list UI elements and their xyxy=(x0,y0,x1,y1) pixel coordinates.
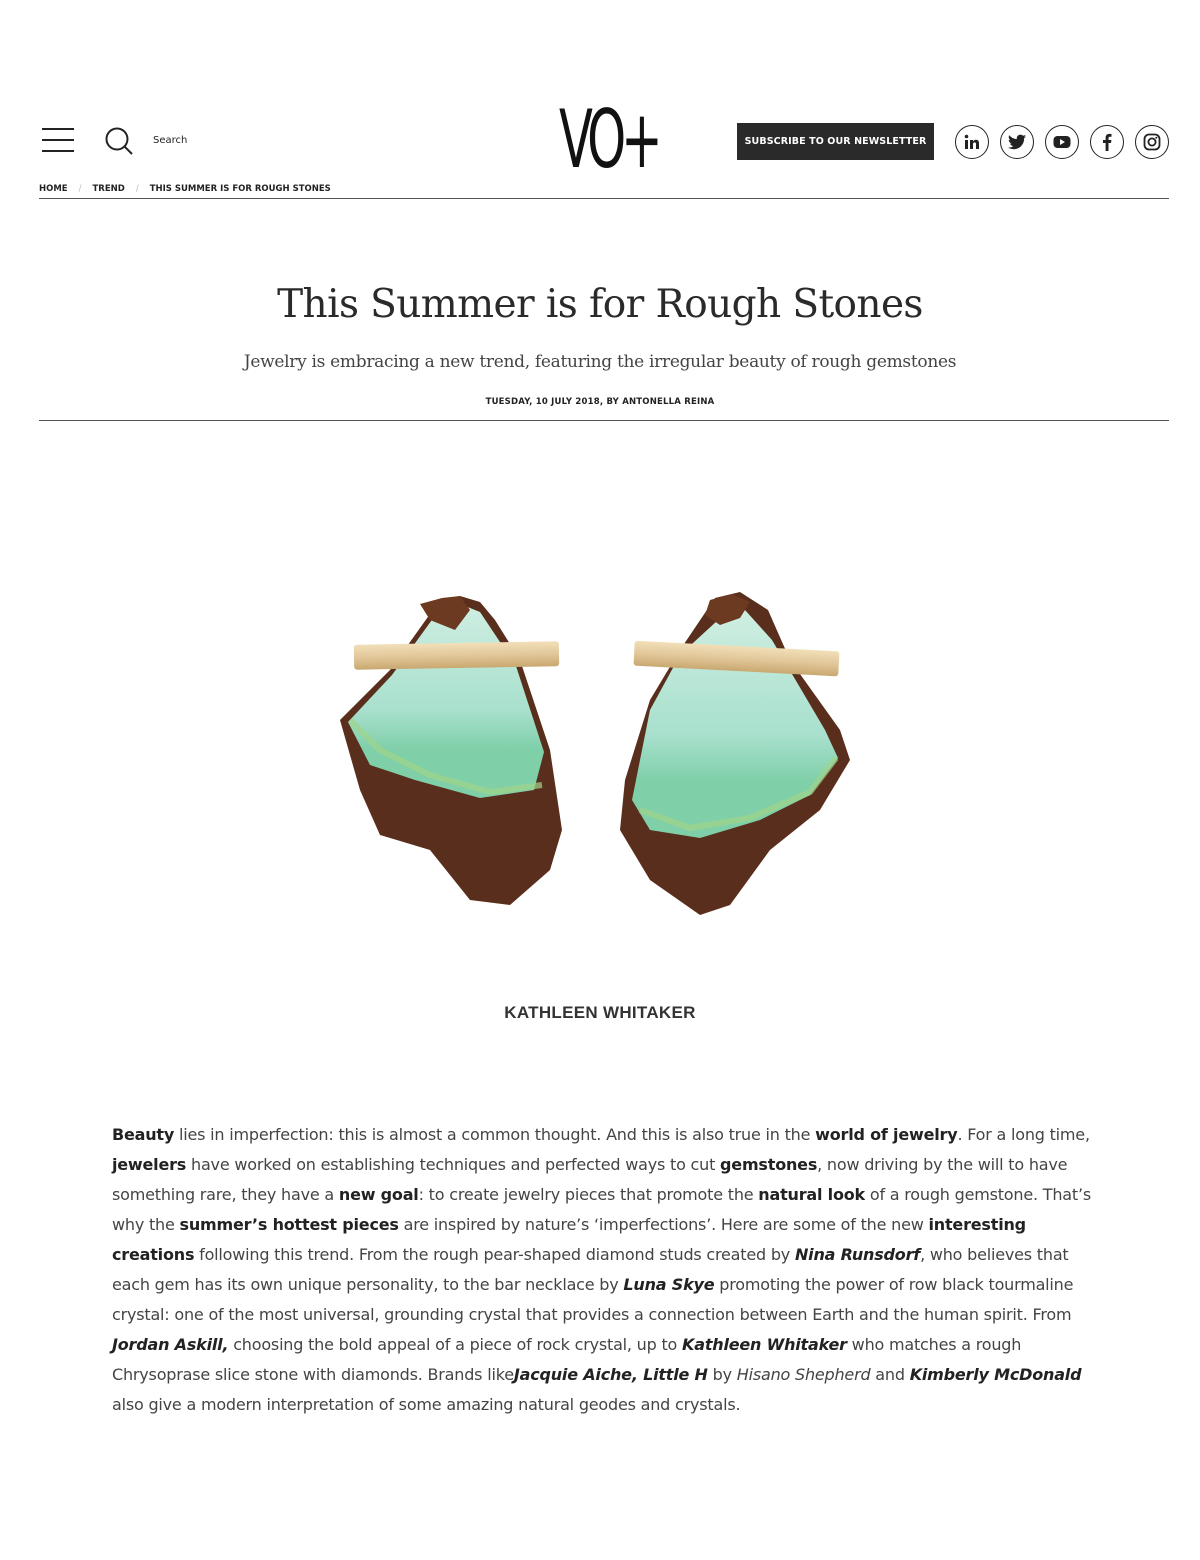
body-text-segment: lies in imperfection: this is almost a common thought. And this is also true in the xyxy=(174,1125,816,1144)
article-body xyxy=(112,1120,1102,1420)
breadcrumb-trend[interactable]: TREND xyxy=(92,184,125,194)
body-bold-term: jewelers xyxy=(112,1155,187,1174)
body-brand-name: Kimberly McDonald xyxy=(909,1365,1082,1384)
breadcrumb-separator: / xyxy=(78,184,82,194)
article-subtitle: Jewelry is embracing a new trend, featuring the irregular beauty of rough gemstones xyxy=(243,352,957,372)
body-text-segment: have worked on establishing techniques and perfected ways to cut xyxy=(186,1155,721,1174)
body-text-segment: who matches a rough Chrysoprase slice stone with diamonds. Brands like xyxy=(112,1335,1022,1384)
facebook-icon[interactable] xyxy=(1090,125,1124,159)
body-text-segment: choosing the bold appeal of a piece of rock crystal, up to xyxy=(228,1335,683,1354)
breadcrumb xyxy=(39,183,331,195)
body-text-segment: promoting the power of row black tourmaline crystal: one of the most universal, grounding crystal that provides a connection between Earth and the human spirit. From xyxy=(112,1275,1074,1324)
body-bold-term: interesting creations xyxy=(112,1215,1026,1264)
body-brand-name: Jordan Askill, xyxy=(112,1335,229,1354)
body-bold-term: world of jewelry xyxy=(815,1125,958,1144)
left-earring xyxy=(340,596,562,905)
body-text-segment: , who believes that each gem has its own unique personality, to the bar necklace by xyxy=(112,1245,1069,1294)
header-divider xyxy=(39,198,1169,199)
search-icon[interactable] xyxy=(104,126,134,156)
body-bold-term: Beauty xyxy=(112,1125,175,1144)
body-text-segment: , now driving by the will to have something rare, they have a xyxy=(112,1155,1068,1204)
body-italic-name: Hisano Shepherd xyxy=(736,1365,871,1384)
site-header xyxy=(0,0,1200,200)
right-earring xyxy=(620,592,850,915)
article-byline: TUESDAY, 10 JULY 2018, BY ANTONELLA REINA xyxy=(485,397,715,407)
body-text-segment: by xyxy=(707,1365,737,1384)
body-bold-term: gemstones xyxy=(720,1155,818,1174)
breadcrumb-separator: / xyxy=(135,184,139,194)
search-input[interactable] xyxy=(153,132,273,148)
body-text-segment: : to create jewelry pieces that promote the xyxy=(418,1185,759,1204)
linkedin-icon[interactable] xyxy=(955,125,989,159)
article-title: This Summer is for Rough Stones xyxy=(277,282,923,327)
earrings-photo xyxy=(320,580,880,930)
instagram-icon[interactable] xyxy=(1135,125,1169,159)
body-bold-term: summer’s hottest pieces xyxy=(179,1215,399,1234)
article-header-divider xyxy=(39,420,1169,421)
body-text-segment: also give a modern interpretation of some amazing natural geodes and crystals. xyxy=(112,1395,741,1414)
body-bold-term: new goal xyxy=(338,1185,419,1204)
breadcrumb-home[interactable]: HOME xyxy=(39,184,68,194)
body-bold-term: natural look xyxy=(758,1185,865,1204)
body-brand-name: Jacquie Aiche, Little H xyxy=(513,1365,708,1384)
body-brand-name: Luna Skye xyxy=(623,1275,715,1294)
menu-icon[interactable] xyxy=(42,128,74,152)
body-text-segment: are inspired by nature’s ‘imperfections’. Here are some of the new xyxy=(398,1215,929,1234)
body-brand-name: Nina Runsdorf xyxy=(794,1245,921,1264)
breadcrumb-current[interactable]: THIS SUMMER IS FOR ROUGH STONES xyxy=(149,184,331,194)
body-text-segment: of a rough gemstone. That’s why the xyxy=(112,1185,1091,1234)
body-text-segment: and xyxy=(870,1365,910,1384)
twitter-icon[interactable] xyxy=(1000,125,1034,159)
body-text-segment: . For a long time, xyxy=(957,1125,1090,1144)
youtube-icon[interactable] xyxy=(1045,125,1079,159)
body-brand-name: Kathleen Whitaker xyxy=(682,1335,847,1354)
body-text-segment: following this trend. From the rough pear-shaped diamond studs created by xyxy=(194,1245,795,1264)
image-caption: KATHLEEN WHITAKER xyxy=(504,1003,696,1022)
site-logo[interactable]: VO+ xyxy=(559,93,658,186)
subscribe-newsletter-button[interactable]: SUBSCRIBE TO OUR NEWSLETTER xyxy=(737,123,934,160)
